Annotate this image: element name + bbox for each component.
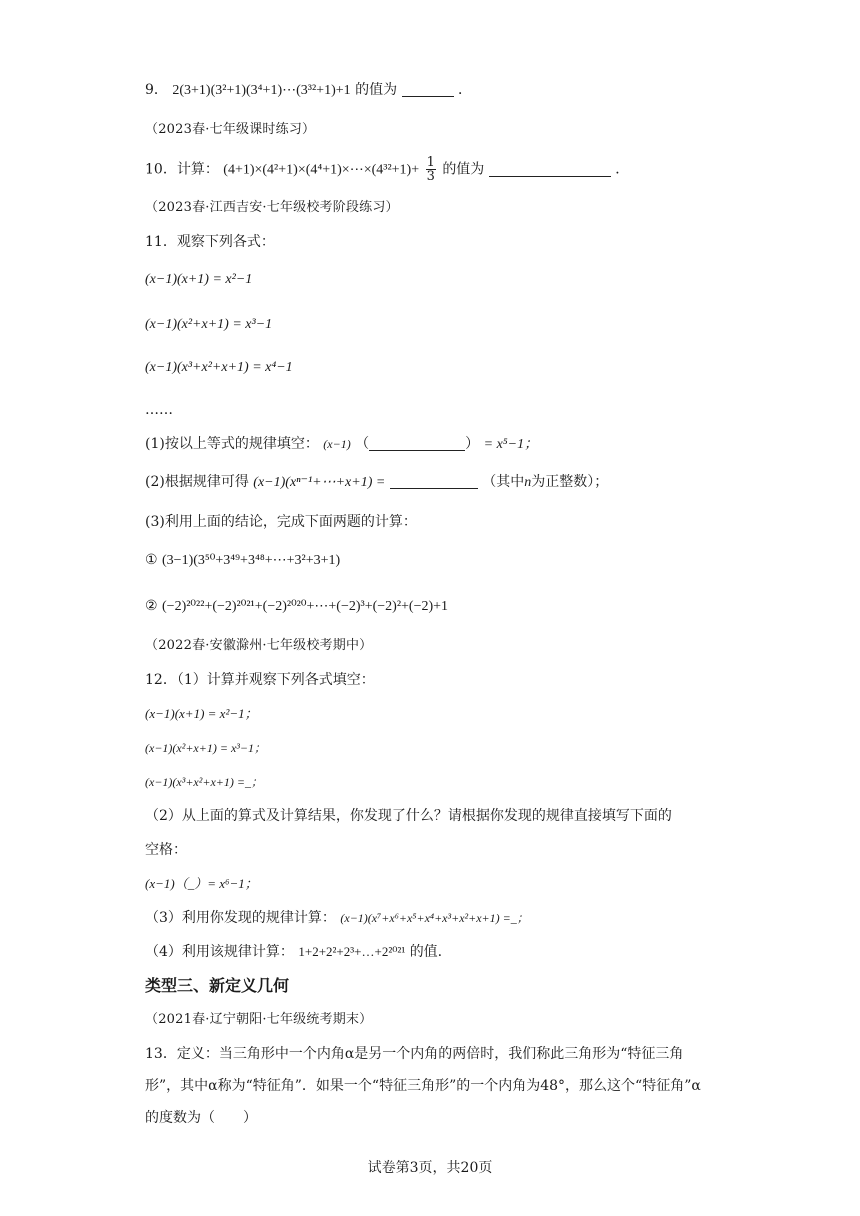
equation: (x−1)(x²+x+1) = x³−1 — [145, 317, 273, 332]
math-expression: 2(3+1)(3²+1)(3⁴+1)⋯(3³²+1)+1 — [172, 83, 351, 98]
question-12-part-3 — [145, 908, 529, 928]
circled-number: ② — [145, 598, 158, 614]
question-12-intro: 12．（1）计算并观察下列各式填空： — [145, 672, 375, 688]
question-13-line-1: 13．定义：当三角形中一个内角α是另一个内角的两倍时，我们称此三角形为“特征三角 — [145, 1046, 684, 1062]
question-11-part-2 — [145, 472, 608, 493]
question-number: 9． — [145, 82, 168, 98]
question-text: 为正整数）； — [531, 474, 609, 490]
math-expression: = x⁵−1； — [483, 437, 539, 452]
question-text: 的值为 — [442, 161, 485, 178]
question-text: （3）利用你发现的规律计算： — [145, 910, 336, 926]
question-11-intro: 11．观察下列各式： — [145, 234, 275, 250]
calc-item-1 — [145, 550, 340, 571]
source-note: （2021春·辽宁朝阳·七年级统考期末） — [145, 1012, 373, 1027]
question-12-part-2-cont: 空格： — [145, 842, 187, 858]
question-text: (2)根据规律可得 — [145, 474, 249, 490]
question-12-part-2: （2）从上面的算式及计算结果，你发现了什么？请根据你发现的规律直接填写下面的 — [145, 808, 672, 824]
ellipsis: …… — [145, 402, 173, 418]
question-text: （4）利用该规律计算： — [145, 944, 294, 960]
question-text: (1)按以上等式的规律填空： — [145, 436, 319, 452]
equation: (x−1)（_）= x⁶−1； — [145, 876, 258, 891]
question-text: （其中 — [482, 474, 525, 490]
question-10 — [145, 156, 629, 183]
question-13-line-2: 形”，其中α称为“特征角”．如果一个“特征三角形”的一个内角为48°，那么这个“特征角”α — [145, 1078, 701, 1094]
equation: (x−1)(x³+x²+x+1) =_； — [145, 775, 263, 789]
fraction-one-third — [426, 156, 436, 183]
math-expression: (4+1)×(4²+1)×(4⁴+1)×⋯×(4³²+1)+ — [223, 162, 420, 178]
punctuation: ． — [615, 161, 630, 178]
variable-n: n — [524, 475, 532, 490]
question-text: 的值为 — [355, 82, 398, 98]
question-11-part-3: (3)利用上面的结论，完成下面两题的计算： — [145, 514, 417, 530]
math-expression: (x−1)(xⁿ⁻¹+⋯+x+1) = — [253, 475, 386, 490]
page-footer: 试卷第3页，共20页 — [367, 1160, 493, 1176]
math-expression: (−2)²⁰²²+(−2)²⁰²¹+(−2)²⁰²⁰+⋯+(−2)³+(−2)²+(−2)+1 — [162, 599, 449, 614]
math-expression: (x−1)(x⁷+x⁶+x⁵+x⁴+x³+x²+x+1) =_； — [340, 911, 529, 925]
question-11-part-1 — [145, 434, 538, 455]
fraction-denominator: 3 — [426, 169, 435, 184]
fraction-numerator: 1 — [426, 155, 435, 170]
answer-blank — [390, 474, 478, 489]
source-note: （2023春·江西吉安·七年级校考阶段练习） — [145, 200, 399, 215]
punctuation: ． — [457, 82, 472, 98]
math-expression: (3−1)(3⁵⁰+3⁴⁹+3⁴⁸+⋯+3²+3+1) — [162, 553, 341, 568]
question-12-part-4 — [145, 942, 442, 962]
equation: (x−1)(x+1) = x²−1； — [145, 706, 258, 721]
source-note: （2023春·七年级课时练习） — [145, 122, 316, 137]
section-heading: 类型三、新定义几何 — [145, 976, 290, 995]
question-text: 的值. — [409, 944, 443, 960]
answer-blank — [369, 436, 465, 451]
answer-blank — [489, 162, 611, 177]
calc-item-2 — [145, 596, 545, 617]
bracket: ） — [465, 436, 480, 452]
question-13-line-3: 的度数为（ ） — [145, 1110, 257, 1126]
answer-blank — [402, 82, 454, 97]
equation: (x−1)(x²+x+1) = x³−1； — [145, 741, 266, 755]
math-expression: (x−1) — [323, 437, 351, 451]
question-9 — [145, 80, 472, 101]
equation: (x−1)(x+1) = x²−1 — [145, 272, 253, 287]
circled-number: ① — [145, 552, 158, 568]
math-expression: 1+2+2²+2³+…+2²⁰²¹ — [298, 944, 406, 959]
question-text: 10．计算： — [145, 161, 219, 178]
equation: (x−1)(x³+x²+x+1) = x⁴−1 — [145, 360, 293, 375]
bracket: （ — [355, 436, 370, 452]
source-note: （2022春·安徽滁州·七年级校考期中） — [145, 638, 373, 653]
